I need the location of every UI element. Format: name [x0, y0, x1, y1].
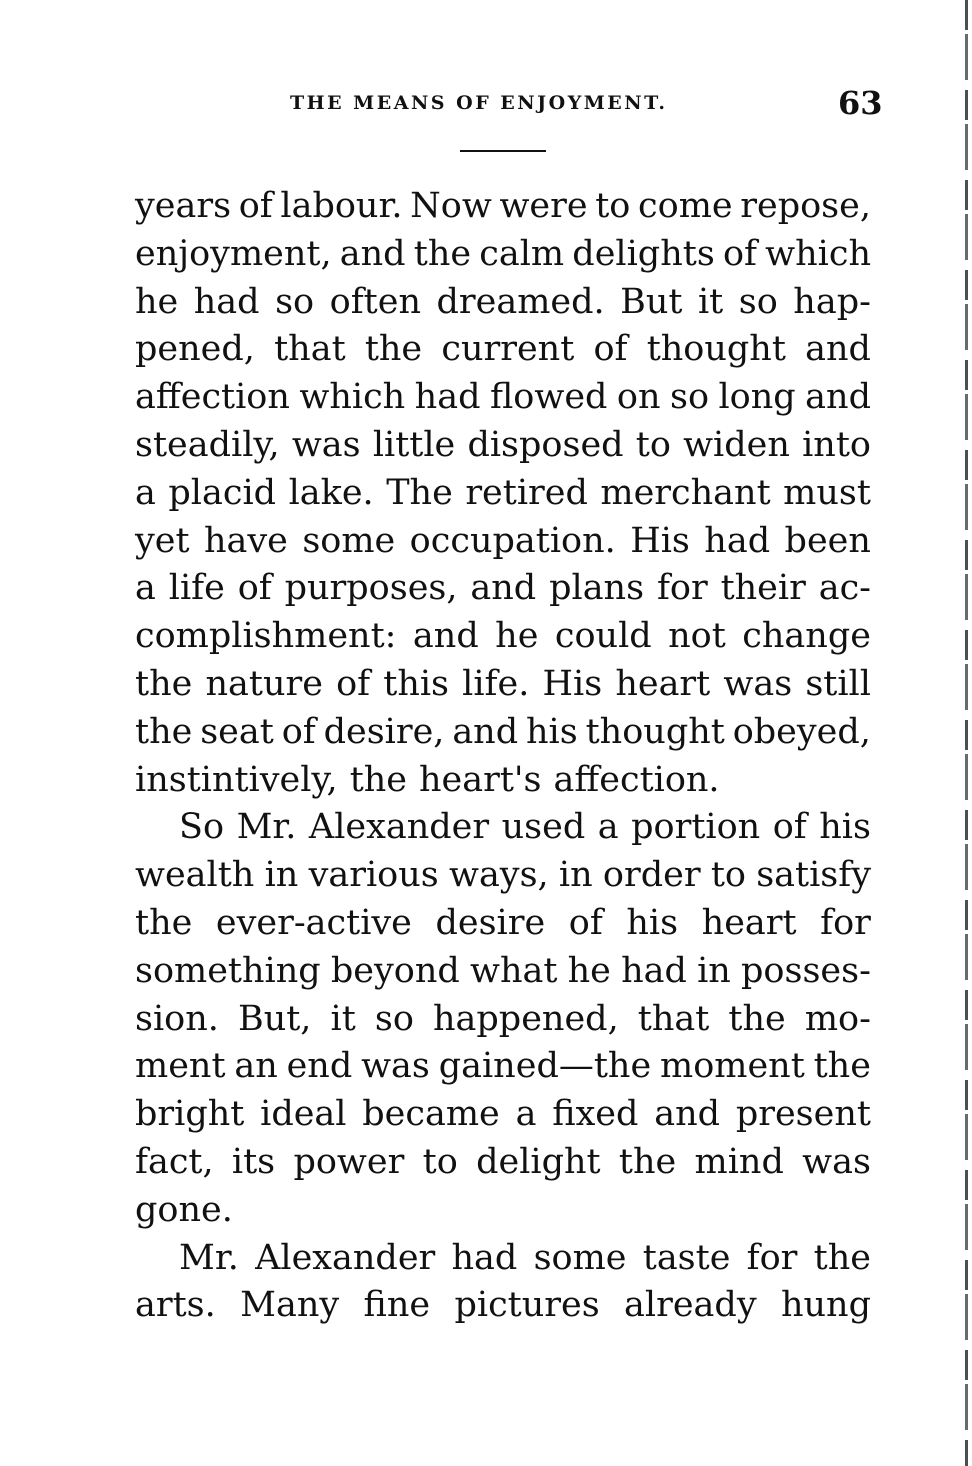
word: widen [683, 424, 790, 465]
word: it [697, 281, 724, 322]
word: the [364, 329, 423, 370]
word: of [336, 663, 371, 704]
word: still [805, 663, 871, 704]
word: the [618, 1141, 677, 1182]
word: The [386, 472, 453, 513]
word: come [638, 186, 733, 226]
header-rule [460, 150, 546, 152]
word: present [735, 1094, 871, 1135]
text-line [135, 1043, 871, 1091]
word: labour. [280, 186, 403, 226]
word: and [470, 568, 537, 609]
word: so [374, 998, 414, 1039]
word: had [193, 281, 260, 322]
word: and [805, 377, 871, 418]
text-line [135, 470, 871, 518]
text-line [135, 852, 871, 900]
word: purposes, [284, 568, 458, 609]
word: Mr. [179, 1237, 239, 1278]
word: the [135, 663, 193, 704]
word: had [414, 377, 481, 418]
word: Alexander [255, 1237, 436, 1278]
word: long [718, 377, 796, 418]
word: instintively, [135, 759, 338, 800]
word: so [275, 281, 315, 322]
word: heart [701, 902, 797, 943]
running-title: THE MEANS OF ENJOYMENT. [290, 92, 668, 114]
word: Mr. [236, 807, 297, 848]
word: delights [572, 233, 715, 274]
word: power [293, 1141, 405, 1182]
word: pened, [135, 329, 255, 370]
word: became [362, 1094, 500, 1135]
word: the [813, 1046, 871, 1087]
word: in [264, 855, 299, 896]
text-line [135, 1187, 871, 1235]
word: the [413, 233, 472, 274]
word: ac- [818, 568, 871, 609]
word: various [308, 855, 439, 896]
word: arts. [135, 1285, 216, 1326]
word: hap- [793, 281, 871, 322]
text-line [135, 231, 871, 279]
word: heart's [419, 759, 542, 800]
word: of [772, 807, 807, 848]
text-line [135, 757, 871, 805]
word: ever-active [215, 902, 412, 943]
page-header [0, 84, 972, 128]
word: its [231, 1141, 276, 1182]
word: ideal [260, 1094, 347, 1135]
word: little [372, 424, 456, 465]
word: enjoyment, [135, 233, 332, 274]
word: of [238, 186, 273, 226]
word: end [286, 1046, 353, 1087]
word: that [274, 329, 346, 370]
word: it [330, 998, 356, 1039]
text-line [135, 565, 871, 613]
text-line [135, 948, 871, 996]
word: already [624, 1285, 757, 1326]
word: Many [240, 1285, 340, 1326]
word: which [299, 377, 406, 418]
word: used [501, 807, 586, 848]
word: have [203, 520, 288, 561]
word: life [168, 568, 225, 609]
word: that [637, 998, 710, 1039]
word: obeyed, [732, 711, 871, 752]
word: calm [479, 233, 565, 274]
word: life. [462, 663, 530, 704]
word: to [422, 1141, 458, 1182]
word: Alexander [308, 807, 490, 848]
text-line [135, 661, 871, 709]
word: His [542, 663, 603, 704]
word: for [746, 1237, 798, 1278]
word: desire, [323, 711, 445, 752]
word: the [728, 998, 786, 1039]
page-number: 63 [838, 84, 883, 122]
word: could [554, 616, 652, 657]
word: order [602, 855, 701, 896]
word: he [135, 281, 179, 322]
text-line [135, 996, 871, 1044]
word: of [281, 711, 316, 752]
word: complishment: [135, 616, 397, 657]
word: had [621, 950, 687, 991]
word: and [339, 233, 406, 274]
word: current [441, 329, 575, 370]
word: a [597, 807, 619, 848]
word: some [533, 1237, 627, 1278]
word: merchant [600, 472, 771, 513]
text-line [135, 1091, 871, 1139]
word: the [813, 1237, 871, 1278]
word: satisfy [756, 855, 871, 896]
word: delight [476, 1141, 601, 1182]
word: posses- [741, 950, 871, 991]
word: steadily, [135, 424, 280, 465]
word: so [669, 377, 710, 418]
word: beyond [330, 950, 460, 991]
word: affection [135, 377, 290, 418]
word: the [349, 759, 408, 800]
word: desire [435, 902, 546, 943]
word: mo- [804, 998, 871, 1039]
word: and [805, 329, 871, 370]
word: of [237, 568, 272, 609]
word: their [720, 568, 806, 609]
word: of [568, 902, 603, 943]
word: and [452, 711, 519, 752]
word: was [361, 1046, 430, 1087]
word: in [697, 950, 731, 991]
word: retired [465, 472, 588, 513]
word: wealth [135, 855, 255, 896]
text-line [135, 1282, 871, 1330]
word: happened, [432, 998, 619, 1039]
word: moment [660, 1046, 805, 1087]
word: often [329, 281, 421, 322]
word: dreamed. [436, 281, 605, 322]
word: on [616, 377, 661, 418]
text-line [135, 613, 871, 661]
word: years [135, 186, 232, 226]
word: gained—the [438, 1046, 652, 1087]
word: and [412, 616, 479, 657]
text-line [135, 709, 871, 757]
word: something [135, 950, 321, 991]
text-line [135, 374, 871, 422]
word: ways, [448, 855, 549, 896]
word: placid [168, 472, 277, 513]
word: plans [549, 568, 645, 609]
text-line [135, 279, 871, 327]
text-line [135, 518, 871, 566]
word: portion [631, 807, 761, 848]
word: had [451, 1237, 518, 1278]
word: sion. [135, 998, 219, 1039]
word: was [802, 1141, 871, 1182]
word: to [595, 186, 631, 226]
word: affection. [553, 759, 720, 800]
word: the [135, 902, 193, 943]
word: bright [135, 1094, 245, 1135]
word: repose, [740, 186, 871, 226]
word: ment [135, 1046, 226, 1087]
word: of [593, 329, 628, 370]
word: taste [642, 1237, 731, 1278]
word: heart [615, 663, 711, 704]
word: was [291, 424, 361, 465]
word: into [802, 424, 871, 465]
word: were [499, 186, 588, 226]
word: But [620, 281, 683, 322]
word: his [819, 807, 871, 848]
word: not [668, 616, 726, 657]
word: to [710, 855, 746, 896]
word: occupation. [409, 520, 616, 561]
word: for [656, 568, 708, 609]
word: fine [363, 1285, 431, 1326]
word: yet [135, 520, 190, 561]
word: his [526, 711, 578, 752]
word: nature [205, 663, 323, 704]
word: which [765, 233, 871, 274]
word: for [820, 902, 871, 943]
word: had [704, 520, 771, 561]
scan-edge [965, 0, 968, 1466]
word: fixed [552, 1094, 639, 1135]
word: what [469, 950, 558, 991]
word: and [654, 1094, 721, 1135]
word: a [135, 568, 156, 609]
word: mind [694, 1141, 784, 1182]
word: thought [646, 329, 786, 370]
word: flowed [489, 377, 608, 418]
word: the [135, 711, 193, 752]
word: disposed [467, 424, 624, 465]
text-line [135, 900, 871, 948]
text-line [135, 1235, 871, 1283]
word: in [558, 855, 593, 896]
word: been [784, 520, 871, 561]
text-line [135, 183, 871, 231]
text-line [135, 804, 871, 852]
body-text [135, 183, 871, 1330]
word: some [302, 520, 396, 561]
word: a [515, 1094, 537, 1135]
word: But, [237, 998, 312, 1039]
word: was [723, 663, 793, 704]
word: he [495, 616, 539, 657]
word: an [234, 1046, 278, 1087]
word: hung [780, 1285, 871, 1326]
word: gone. [135, 1189, 233, 1230]
word: of [722, 233, 757, 274]
word: must [783, 472, 871, 513]
word: change [742, 616, 871, 657]
word: he [567, 950, 611, 991]
text-line [135, 1139, 871, 1187]
word: fact, [135, 1141, 214, 1182]
word: this [383, 663, 450, 704]
word: So [179, 807, 225, 848]
text-line [135, 326, 871, 374]
word: seat [200, 711, 274, 752]
word: to [635, 424, 671, 465]
word: so [738, 281, 778, 322]
text-line [135, 422, 871, 470]
word: thought [585, 711, 725, 752]
word: pictures [454, 1285, 600, 1326]
word: Now [410, 186, 492, 226]
word: his [626, 902, 679, 943]
word: lake. [288, 472, 374, 513]
word: His [630, 520, 690, 561]
word: a [135, 472, 156, 513]
